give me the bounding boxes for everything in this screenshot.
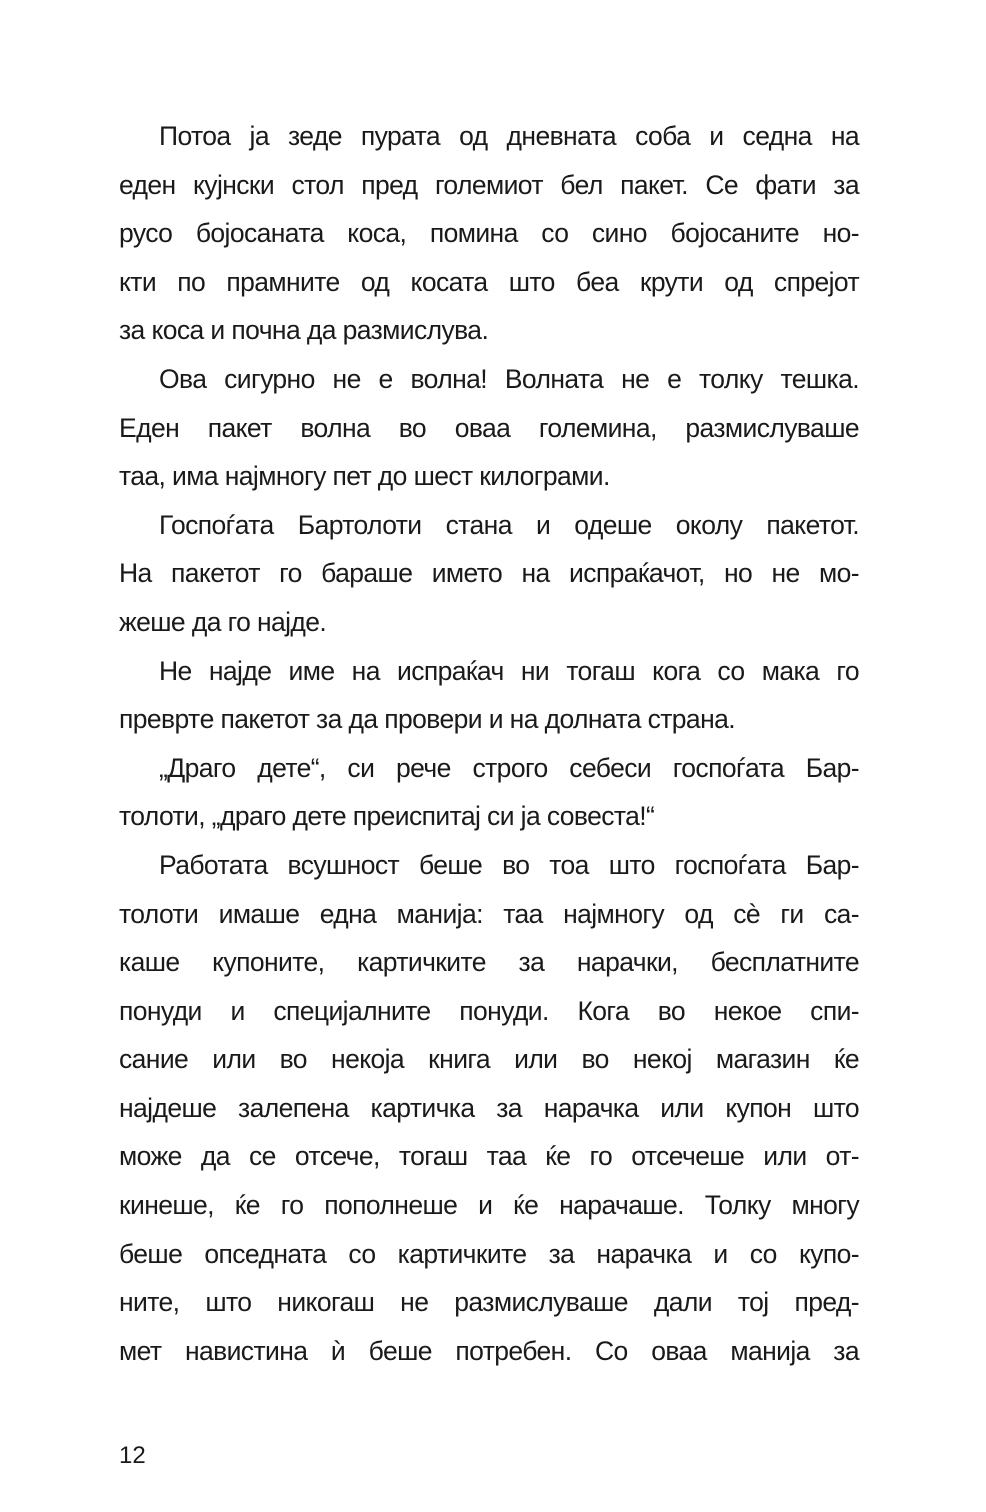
page-number: 12 xyxy=(119,1442,146,1469)
text-line: Госпоѓата Бартолоти стана и одеше околу пакетот. xyxy=(159,509,859,540)
text-line: каше купоните, картичките за нарачки, бесплатните xyxy=(119,947,859,978)
text-line: мет навистина ѝ беше потребен. Со оваа манија за xyxy=(119,1335,859,1366)
text-line: еден кујнски стол пред големиот бел пакет. Се фати за xyxy=(119,169,859,200)
text-line: На пакетот го бараше името на испраќачот, но не мо- xyxy=(119,558,859,589)
text-line: беше опседната со картичките за нарачка и со купо- xyxy=(119,1238,859,1269)
text-line: превртe пакетот за да провери и на долната страна. xyxy=(119,704,736,735)
text-line: Не најде име на испраќач ни тогаш кога со мака го xyxy=(159,655,859,686)
text-line: Ова сигурно не е волна! Волната не е толку тешка. xyxy=(159,363,859,394)
text-line: понуди и специјалните понуди. Кога во некое спи- xyxy=(119,995,859,1026)
text-line: кти по прамните од косата што беа крути од спрејот xyxy=(119,266,859,297)
text-line: толоти, „драго дете преиспитај си ја совеста!“ xyxy=(119,801,655,832)
text-line: Потоа ја зеде пурата од дневната соба и седна на xyxy=(159,121,859,151)
text-line: жеше да го најде. xyxy=(119,606,327,637)
text-line: толоти имаше една манија: таа најмногу од сѐ ги са- xyxy=(119,898,859,929)
text-line: русо бојосаната коса, помина со сино бојосаните но- xyxy=(119,218,859,249)
text-line: „Драго дете“, си рече строго себеси госпоѓата Бар- xyxy=(159,752,859,783)
text-line: ните, што никогаш не размислуваше дали тој пред- xyxy=(119,1287,859,1318)
text-line: таа, има најмногу пет до шест килограми. xyxy=(119,461,610,492)
text-line: Еден пакет волна во оваа големина, размислуваше xyxy=(119,412,859,443)
text-line: сание или во некоја книга или во некој магазин ќе xyxy=(119,1044,859,1075)
text-line: кинеше, ќе го пополнеше и ќе нарачаше. Толку многу xyxy=(119,1190,859,1221)
text-line: најдеше залепена картичка за нарачка или купон што xyxy=(119,1092,859,1123)
body-text xyxy=(119,112,859,1375)
text-line: за коса и почна да размислува. xyxy=(119,315,489,346)
text-line: Работата всушност беше во тоа што госпоѓата Бар- xyxy=(159,849,859,880)
text-line: може да се отсече, тогаш таа ќе го отсечеше или от- xyxy=(119,1141,859,1172)
